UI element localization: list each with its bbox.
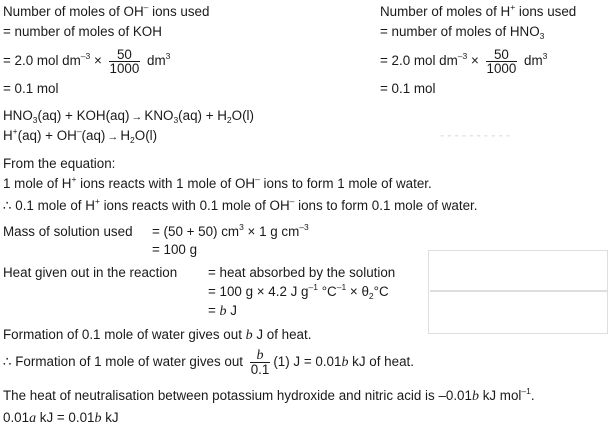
- therefore-icon: ∴: [3, 198, 12, 213]
- bleed-through-mark: - - - - - - - - - -: [440, 128, 510, 142]
- left-line-2: = number of moles of KOH: [3, 24, 162, 39]
- mole-ratio-therefore-line: ∴ 0.1 mole of H+ ions reacts with 0.1 mole of OH– ions to form 0.1 mole of water.: [3, 196, 478, 213]
- mole-ratio-line: 1 mole of H+ ions reacts with 1 mole of OH– ions to form 1 mole of water.: [3, 174, 432, 191]
- heat-equation-3: = b J: [208, 303, 237, 319]
- bleed-through-box: [428, 250, 608, 334]
- equation-ionic: $H^+(aq) + OH^-(aq) \to H_2O(l)$: [3, 126, 158, 145]
- heat-equation-2: = 100 g × 4.2 J $g^{-1}$ $^\circ C^{-1} \times \theta_2^\circ C$: [208, 282, 389, 301]
- heat-equation-1: = heat absorbed by the solution: [208, 265, 396, 280]
- formation-line-2: ∴ Formation of 1 mole of water gives out $\frac{b}{0.1}$ (1) J = 0.01b kJ of heat.: [3, 347, 414, 377]
- equation-molecular: $HNO_3(aq) + KOH(aq) \to KNO_3(aq) + H_2O(l)$: [3, 108, 254, 125]
- left-line-4: = 0.1 mol: [3, 81, 59, 96]
- final-equation: 0.01a kJ = 0.01b kJ: [3, 410, 119, 426]
- right-line-3: = 2.0 mol $dm^{-3}$ × $\frac{50}{1000}$ $dm^3$: [380, 46, 548, 76]
- therefore-icon: ∴: [3, 354, 12, 369]
- bleed-through-line: [430, 290, 608, 292]
- reaction-arrow-icon: →: [131, 111, 143, 123]
- formation-line-1: Formation of 0.1 mole of water gives out b J of heat.: [3, 327, 312, 343]
- mass-label: Mass of solution used: [3, 224, 133, 239]
- right-line-1: Number of moles of H+ ions used: [380, 2, 577, 19]
- left-line-3: = 2.0 mol $dm^{-3}$ × $\frac{50}{1000}$ $dm^3$: [3, 46, 171, 76]
- from-equation-heading: From the equation:: [3, 156, 116, 171]
- conclusion-line: The heat of neutralisation between potassium hydroxide and nitric acid is –0.01b kJ mol$^{-1}$.: [3, 386, 535, 404]
- right-line-4: = 0.1 mol: [380, 81, 436, 96]
- heat-label: Heat given out in the reaction: [3, 265, 178, 280]
- left-line-1: Number of moles of OH– ions used: [3, 2, 210, 19]
- left-fraction: $\frac{50}{1000}$: [109, 46, 140, 76]
- reaction-arrow-icon: →: [107, 131, 119, 143]
- right-fraction: $\frac{50}{1000}$: [486, 46, 517, 76]
- formation-fraction: $\frac{b}{0.1}$: [250, 347, 270, 377]
- right-line-2: = number of moles of $HNO_3$: [380, 24, 545, 41]
- mass-equation-1: = (50 + 50) $cm^3 \times 1$ g $cm^{-3}$: [152, 222, 309, 239]
- mass-equation-2: = 100 g: [152, 242, 198, 257]
